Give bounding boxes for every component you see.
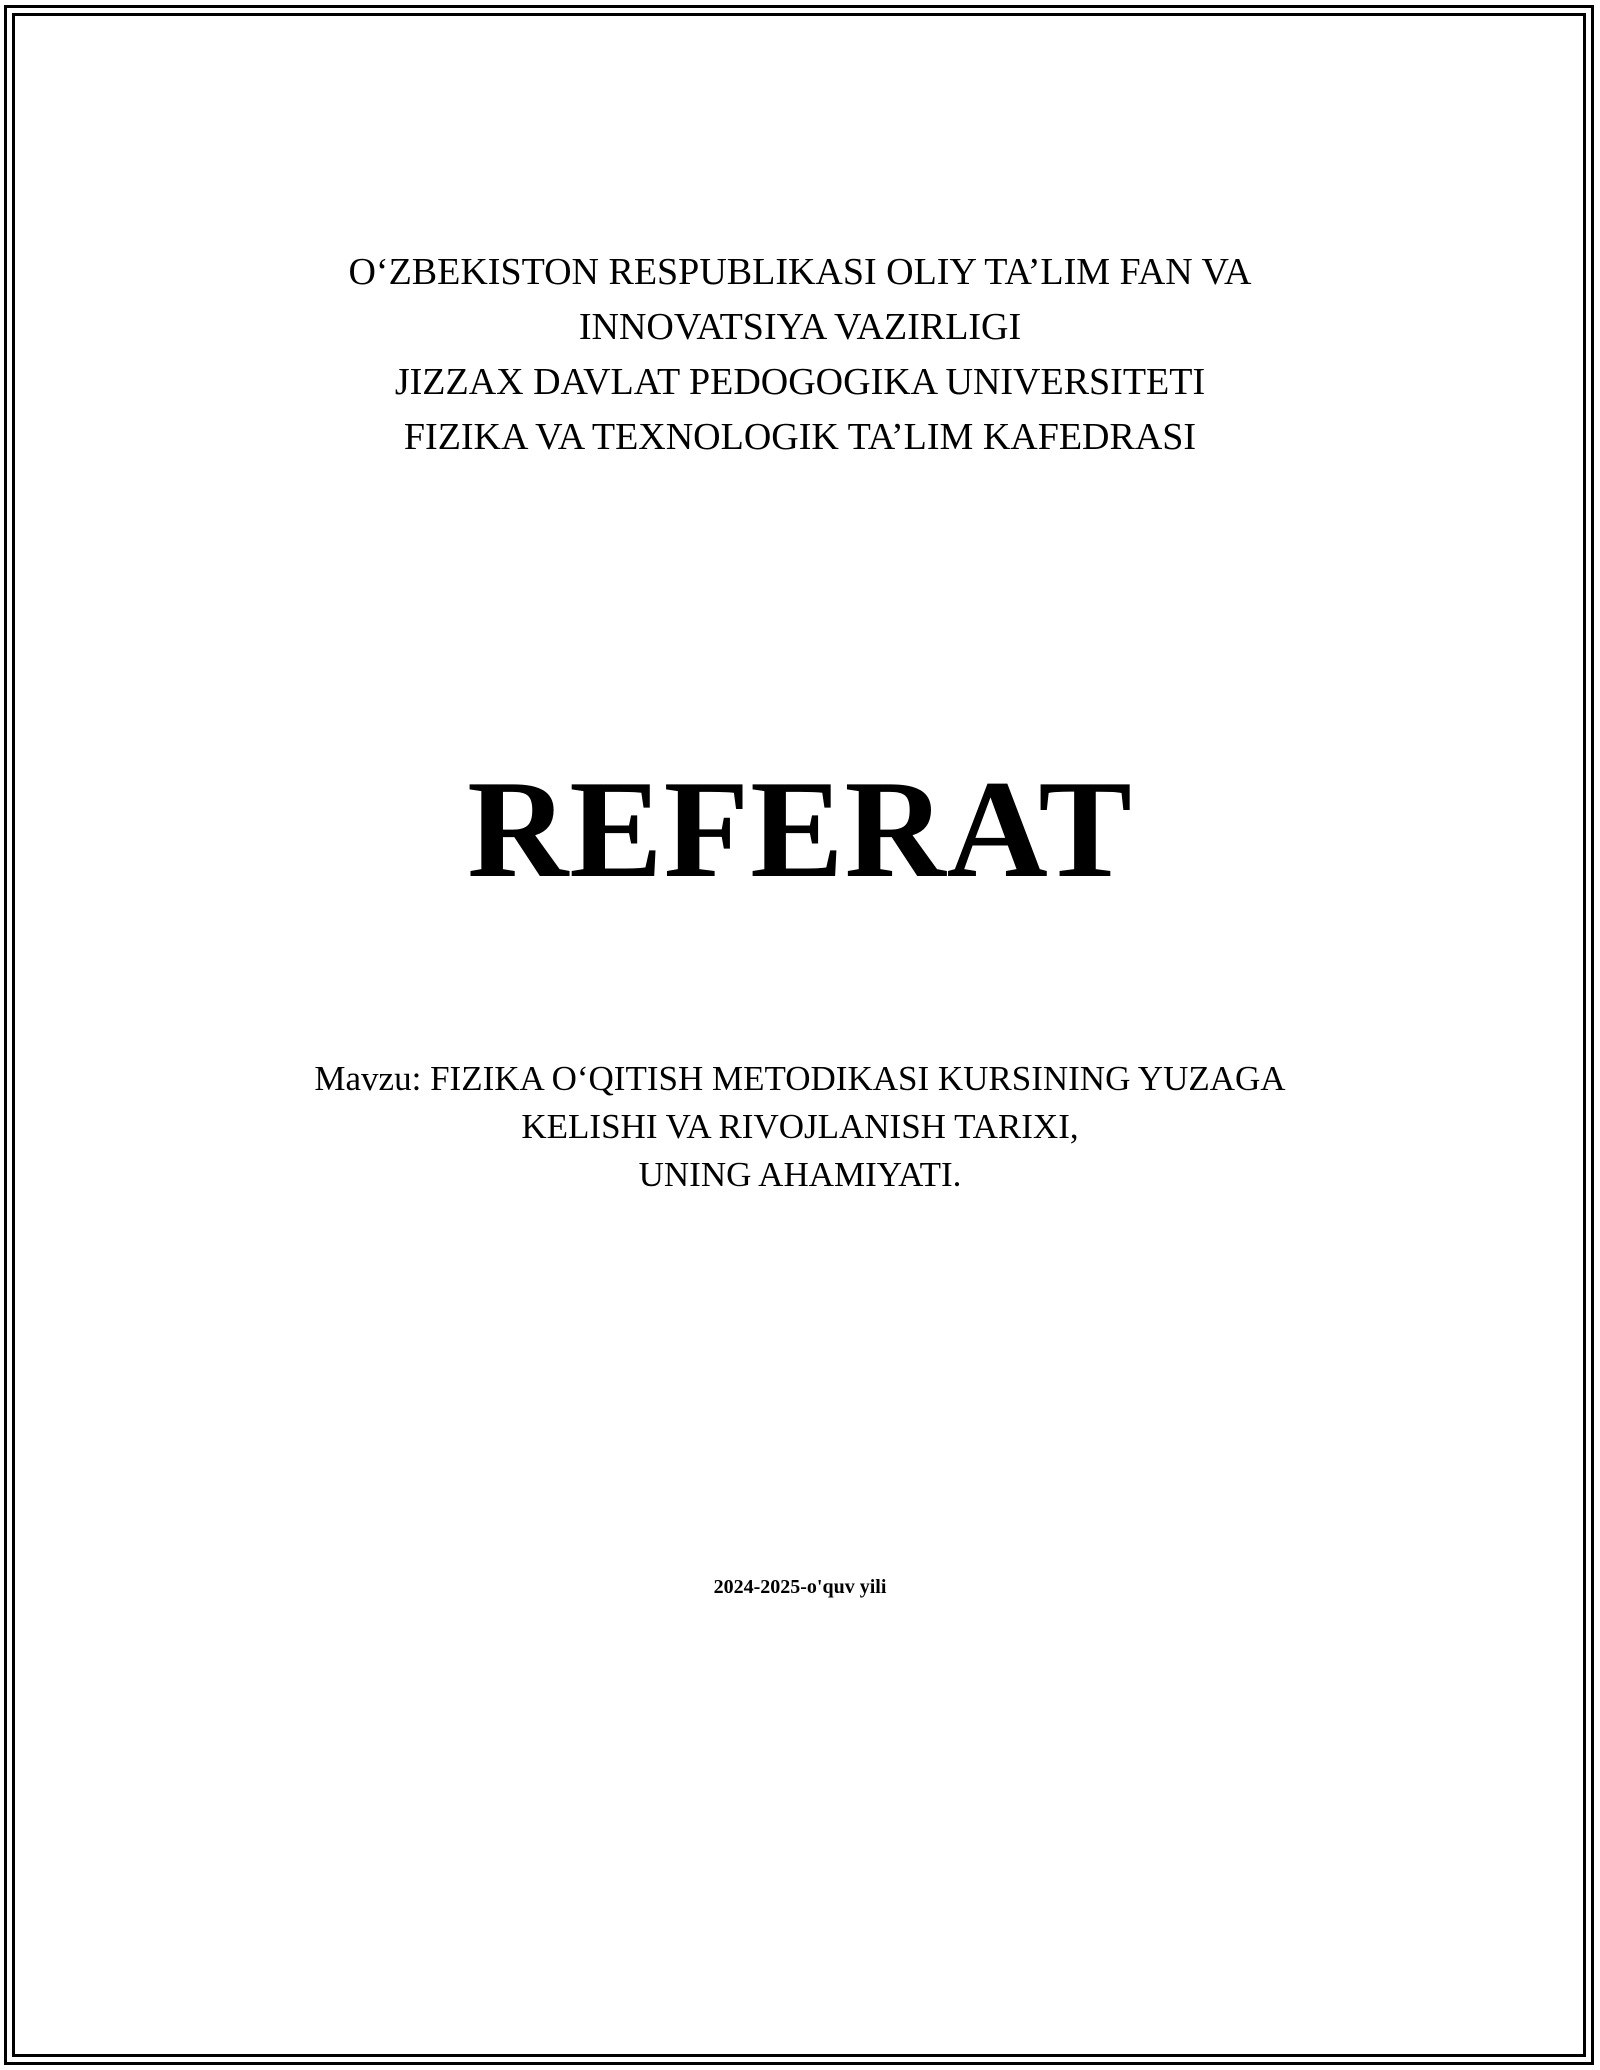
ministry-line-2: INNOVATSIYA VAZIRLIGI	[578, 306, 1022, 348]
topic-block	[0, 1055, 1600, 1199]
institution-header	[0, 245, 1600, 465]
topic-line-3: UNING AHAMIYATI.	[638, 1155, 962, 1194]
university-name: JIZZAX DAVLAT PEDOGOGIKA UNIVERSITETI	[394, 361, 1206, 403]
document-title: REFERAT	[467, 752, 1133, 907]
academic-year: 2024-2025-o'quv yili	[713, 1576, 887, 1598]
topic-line-1: Mavzu: FIZIKA O‘QITISH METODIKASI KURSINING YUZAGA	[314, 1059, 1286, 1098]
topic-line-2: KELISHI VA RIVOJLANISH TARIXI,	[521, 1107, 1079, 1146]
ministry-line-1: O‘ZBEKISTON RESPUBLIKASI OLIY TA’LIM FAN VA	[348, 251, 1252, 293]
department-name: FIZIKA VA TEXNOLOGIK TA’LIM KAFEDRASI	[403, 416, 1197, 458]
